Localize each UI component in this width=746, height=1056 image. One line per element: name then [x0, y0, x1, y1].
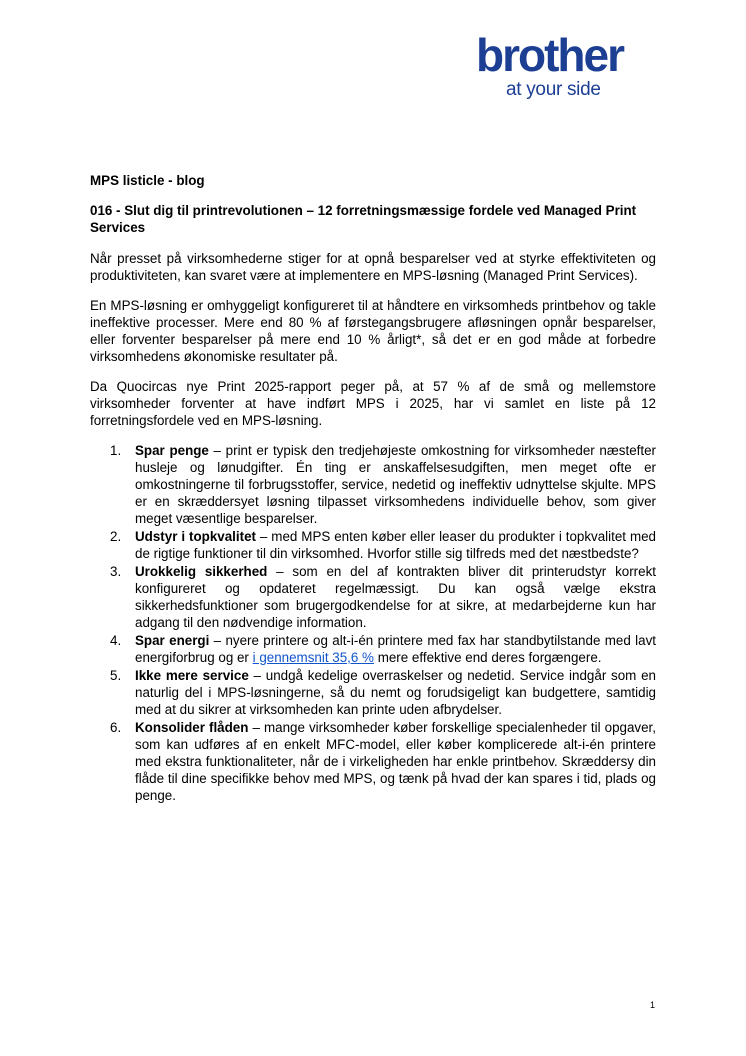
list-item [90, 442, 656, 527]
benefit-text: – mange virksomheder køber forskellige specialenheder til opgaver, som kan udføres af en enkelt MFC-model, eller køber komplicerede alt-i-én printere med ekstra funktionaliteter, når de i virkeligheden har enkle printbehov. Skræddersy din flåde til dine specifikke behov med MPS, og tænk på hvad der kan spares i tid, plads og penge. [135, 720, 656, 803]
list-number: 6. [110, 720, 122, 735]
brother-logo [474, 29, 634, 108]
list-item [90, 563, 656, 631]
document-title: 016 - Slut dig til printrevolutionen – 12 forretningsmæssige fordele ved Managed Print Services [90, 203, 637, 235]
page-number: 1 [650, 1000, 656, 1010]
benefit-term: Ikke mere service [135, 668, 249, 683]
benefit-term: Udstyr i topkvalitet [135, 529, 256, 544]
benefit-term: Urokkelig sikkerhed [135, 564, 268, 579]
list-number: 4. [110, 633, 122, 648]
document-label: MPS listicle - blog [90, 173, 205, 188]
benefit-term: Konsolider flåden [135, 720, 249, 735]
list-item [90, 719, 656, 804]
mps-description-paragraph: En MPS-løsning er omhyggeligt konfigureret til at håndtere en virksomheds printbehov og takle ineffektive processer. Mere end 80 % af førstegangsbrugere afløsningen opnår besparelser, eller forventer besparelser på mere end 10 % årligt*, så det er en god måde at forbedre virksomhedens økonomiske resultater på. [90, 298, 656, 364]
benefit-text: – som en del af kontrakten bliver dit printerudstyr korrekt konfigureret og opdateret regelmæssigt. Du kan også vælge ekstra sikkerhedsfunktioner som brugergodkendelse for at sikre, at medarbejderne kun har adgang til den nødvendige information. [135, 564, 656, 630]
benefit-text: – nyere printere og alt-i-én printere med fax har standbytilstande med lavt energiforbrug og er [135, 633, 656, 665]
benefit-term: Spar penge [135, 443, 209, 458]
document-body [90, 172, 656, 805]
benefit-term: Spar energi [135, 633, 210, 648]
benefit-text: – print er typisk den tredjehøjeste omkostning for virksomheder næstefter husleje og lønudgifter. Én ting er anskaffelsesudgiften, men meget ofte er omkostningerne til forbrugsstoffer, service, nedetid og ineffektiv udnyttelse skjulte. MPS er en skræddersyet løsning tilpasset virksomhedens individuelle behov, som giver meget væsentlige besparelser. [135, 443, 656, 526]
energy-statistic-link[interactable]: i gennemsnit 35,6 % [252, 650, 374, 665]
intro-paragraph: Når presset på virksomhederne stiger for at opnå besparelser ved at styrke effektiviteten og produktiviteten, kan svaret være at implementere en MPS-løsning (Managed Print Services). [90, 251, 656, 283]
benefits-list [90, 442, 656, 804]
list-number: 2. [110, 529, 122, 544]
logo-wordmark: brother [476, 29, 623, 81]
list-item [90, 632, 656, 666]
list-number: 3. [110, 564, 122, 579]
list-item [90, 667, 656, 718]
benefit-text: – med MPS enten køber eller leaser du produkter i topkvalitet med de rigtige funktioner til din virksomhed. Hvorfor stille sig tilfreds med det næstbedste? [135, 529, 657, 561]
benefit-text: mere effektive end deres forgængere. [373, 650, 602, 665]
logo-tagline: at your side [506, 79, 601, 100]
benefit-text: – undgå kedelige overraskelser og nedetid. Service indgår som en naturlig del i MPS-løsningerne, så du nemt og forudsigeligt kan budgettere, samtidig med at du sikrer at virksomheden kan printe uden afbrydelser. [135, 668, 656, 717]
list-number: 1. [110, 443, 122, 458]
list-number: 5. [110, 668, 122, 683]
report-paragraph: Da Quocircas nye Print 2025-rapport peger på, at 57 % af de små og mellemstore virksomheder forventer at have indført MPS i 2025, har vi samlet en liste på 12 forretningsfordele ved en MPS-løsning. [90, 379, 656, 428]
list-item [90, 528, 656, 562]
